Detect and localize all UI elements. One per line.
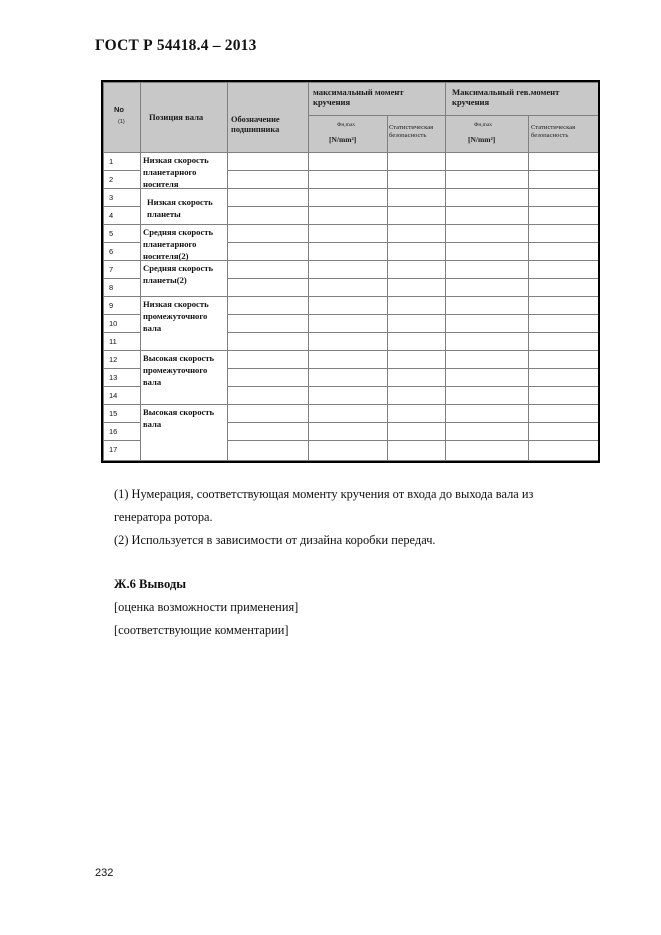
table-cell [388, 297, 445, 314]
table-cell [529, 243, 598, 260]
subheader-unit-1: [N/mm²] [329, 135, 357, 144]
subheader-symbol-1: Фн,max [337, 122, 356, 128]
table-cell [446, 369, 528, 386]
table-cell [529, 225, 598, 242]
position-label: Высокая скорость [143, 353, 215, 363]
table-cell [446, 441, 528, 460]
row-number: 4 [109, 211, 114, 220]
position-label: планетарного [143, 167, 197, 177]
table-cell [309, 171, 387, 188]
table-cell [529, 297, 598, 314]
table-cell [446, 315, 528, 332]
section-title: Ж.6 Выводы [114, 577, 187, 591]
table-cell [309, 243, 387, 260]
table-cell [228, 315, 308, 332]
table-cell [309, 369, 387, 386]
table-cell [388, 261, 445, 278]
header-no: No [114, 105, 124, 114]
table-cell [446, 189, 528, 206]
table-cell [228, 153, 308, 170]
table-cell [388, 351, 445, 368]
position-label: носителя [143, 179, 179, 189]
table-cell [228, 189, 308, 206]
table-cell [529, 441, 598, 460]
table-cell [309, 387, 387, 404]
table-cell [228, 225, 308, 242]
table-cell [446, 207, 528, 224]
table-cell [228, 243, 308, 260]
table-cell [529, 423, 598, 440]
table-cell [309, 423, 387, 440]
position-label: планеты [147, 209, 181, 219]
table-cell [446, 171, 528, 188]
table-cell [529, 351, 598, 368]
table-cell [228, 405, 308, 422]
table-cell [309, 441, 387, 460]
table-cell [529, 333, 598, 350]
header-max-torque: максимальный момент кручения [313, 87, 404, 107]
results-table [101, 80, 600, 463]
table-cell [529, 207, 598, 224]
row-number: 15 [109, 409, 118, 418]
table-cell [446, 333, 528, 350]
footnote-1-line-1: (1) Нумерация, соответствующая моменту кручения от входа до выхода вала из [114, 487, 534, 501]
position-label: промежуточного [143, 365, 208, 375]
table-cell [309, 315, 387, 332]
table-cell [529, 279, 598, 296]
row-number: 9 [109, 301, 114, 310]
subheader-unit-2: [N/mm²] [468, 135, 496, 144]
table-cell [446, 405, 528, 422]
position-label: Средняя скорость [143, 263, 214, 273]
table-cell [228, 333, 308, 350]
table-cell [388, 153, 445, 170]
table-cell [228, 387, 308, 404]
table-cell [446, 351, 528, 368]
header-position: Позиция вала [149, 112, 204, 122]
table-cell [388, 243, 445, 260]
row-number: 14 [109, 391, 118, 400]
row-number: 6 [109, 247, 114, 256]
section-line-1: [оценка возможности применения] [114, 600, 299, 614]
row-number: 10 [109, 319, 118, 328]
table-cell [309, 153, 387, 170]
table-cell [388, 387, 445, 404]
table-cell [529, 189, 598, 206]
row-number: 8 [109, 283, 114, 292]
table-cell [388, 333, 445, 350]
table-cell [388, 171, 445, 188]
table-cell [309, 333, 387, 350]
row-number: 13 [109, 373, 118, 382]
table-cell [309, 297, 387, 314]
table-cell [228, 441, 308, 460]
table-cell [228, 171, 308, 188]
table-cell [529, 405, 598, 422]
table-cell [446, 279, 528, 296]
row-number: 3 [109, 193, 114, 202]
table-cell [446, 387, 528, 404]
table-cell [388, 189, 445, 206]
table-cell [388, 315, 445, 332]
table-cell [228, 279, 308, 296]
table-cell [529, 387, 598, 404]
table-cell [228, 351, 308, 368]
page-header-title: ГОСТ Р 54418.4 – 2013 [95, 37, 257, 54]
table-cell [388, 369, 445, 386]
row-number: 2 [109, 175, 114, 184]
header-cell-no [104, 83, 140, 152]
table-cell [228, 423, 308, 440]
position-label: Высокая скорость [143, 407, 215, 417]
table-cell [388, 441, 445, 460]
section-line-2: [соответствующие комментарии] [114, 623, 289, 637]
footnote-2: (2) Используется в зависимости от дизайна коробки передач. [114, 533, 436, 547]
table-cell [388, 207, 445, 224]
position-label: промежуточного [143, 311, 208, 321]
table-cell [309, 405, 387, 422]
position-label: Средняя скорость [143, 227, 214, 237]
table-cell [228, 207, 308, 224]
position-label: планетарного [143, 239, 197, 249]
table-cell [309, 189, 387, 206]
table-cell [446, 423, 528, 440]
table-cell [446, 243, 528, 260]
table-cell [228, 369, 308, 386]
header-designation: Обозначение подшипника [231, 115, 280, 134]
row-number: 12 [109, 355, 118, 364]
table-cell [309, 207, 387, 224]
subheader-safety-1: Статистическая безопасность [389, 124, 434, 139]
row-number: 11 [109, 337, 117, 346]
table-cell [529, 369, 598, 386]
row-number: 17 [109, 445, 118, 454]
table-cell [388, 405, 445, 422]
position-label: Низкая скорость [143, 155, 209, 165]
table-cell [446, 261, 528, 278]
table-cell [446, 225, 528, 242]
header-no-sub: (1) [118, 119, 125, 125]
table-cell [309, 261, 387, 278]
page-number: 232 [95, 867, 114, 879]
position-label: Низкая скорость [147, 197, 213, 207]
table-cell [388, 423, 445, 440]
position-label: носителя(2) [143, 251, 189, 261]
row-number: 16 [109, 427, 118, 436]
table-cell [388, 279, 445, 296]
subheader-safety-2: Статистическая безопасность [531, 124, 576, 139]
table-cell [529, 315, 598, 332]
position-label: вала [143, 377, 162, 387]
header-max-torque-ren: Максимальный гев.момент кручения [452, 87, 560, 107]
row-number: 7 [109, 265, 114, 274]
footnote-1-line-2: генератора ротора. [114, 510, 213, 524]
position-label: вала [143, 323, 162, 333]
subheader-symbol-2: Фн,max [474, 122, 493, 128]
table-cell [446, 153, 528, 170]
table-cell [388, 225, 445, 242]
row-number: 1 [109, 157, 114, 166]
table-cell [446, 297, 528, 314]
table-cell [529, 153, 598, 170]
table-cell [309, 279, 387, 296]
position-label: планеты(2) [143, 275, 187, 285]
position-label: вала [143, 419, 162, 429]
table-cell [309, 351, 387, 368]
table-cell [228, 261, 308, 278]
table-cell [228, 297, 308, 314]
position-label: Низкая скорость [143, 299, 209, 309]
table-cell [529, 171, 598, 188]
row-number: 5 [109, 229, 114, 238]
table-cell [529, 261, 598, 278]
table-cell [309, 225, 387, 242]
